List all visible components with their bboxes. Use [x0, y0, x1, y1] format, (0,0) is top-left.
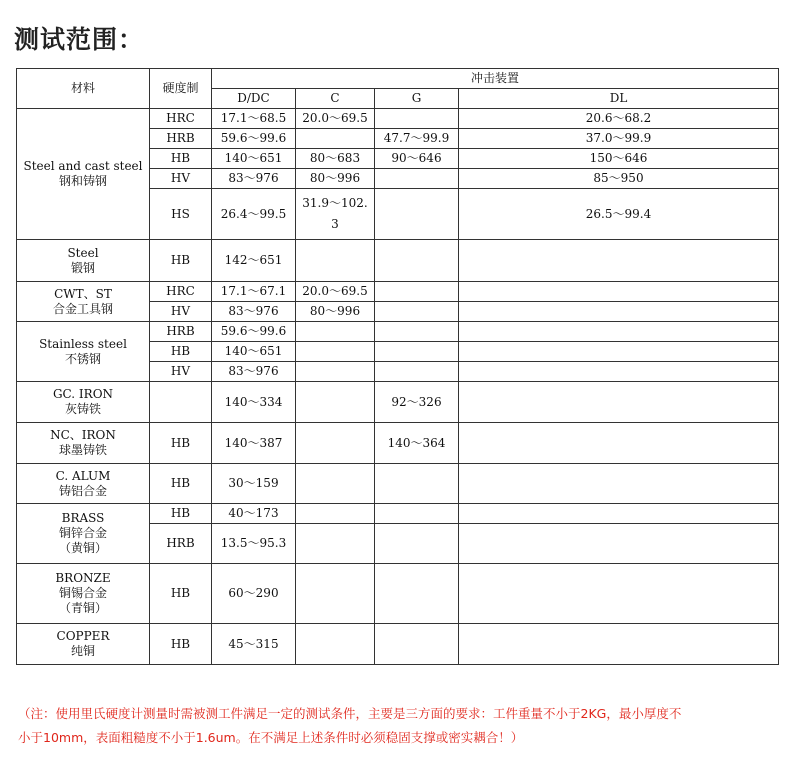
material-name-line: （黄铜）: [58, 541, 107, 555]
range-cell-g: [375, 109, 459, 129]
hardness-scale-cell: HB: [150, 504, 212, 524]
material-name-line: GC. IRON: [52, 387, 114, 401]
range-cell-c: 80～683: [296, 149, 375, 169]
range-cell-g: [375, 302, 459, 322]
range-cell-g: [375, 524, 459, 564]
material-name-line: 不锈钢: [64, 351, 101, 366]
range-cell-c: 31.9～102.3: [296, 189, 375, 240]
material-cell: [17, 564, 150, 624]
range-cell-g: [375, 342, 459, 362]
material-name-line: 铸铝合金: [58, 483, 107, 498]
range-cell-c: [296, 624, 375, 665]
range-cell-c: [296, 342, 375, 362]
hardness-scale-cell: HB: [150, 240, 212, 282]
note-text: [18, 702, 778, 750]
material-name-line: CWT、ST: [54, 286, 112, 301]
range-cell-d-dc: 30～159: [212, 464, 296, 504]
range-cell-c: 80～996: [296, 302, 375, 322]
range-cell-c: [296, 240, 375, 282]
hardness-scale-cell: HV: [150, 362, 212, 382]
material-name-line: （青铜）: [58, 601, 107, 615]
range-cell-d-dc: 40～173: [212, 504, 296, 524]
material-cell: [17, 322, 150, 382]
hardness-scale-cell: HRB: [150, 524, 212, 564]
header-device-dl: DL: [459, 89, 779, 109]
range-cell-c: [296, 564, 375, 624]
table-row: [17, 564, 779, 624]
range-cell-c: [296, 129, 375, 149]
hardness-scale-cell: HV: [150, 302, 212, 322]
table-row: [17, 423, 779, 464]
range-cell-dl: [459, 624, 779, 665]
material-cell: [17, 240, 150, 282]
material-name-line: 合金工具钢: [52, 301, 113, 316]
range-cell-g: [375, 624, 459, 665]
range-cell-d-dc: 17.1～67.1: [212, 282, 296, 302]
hardness-scale-cell: [150, 382, 212, 423]
material-name-line: BRASS: [61, 511, 105, 525]
range-cell-d-dc: 142～651: [212, 240, 296, 282]
material-name-line: Stainless steel: [39, 336, 127, 351]
table-row: [17, 624, 779, 665]
material-name-line: NC、IRON: [50, 428, 116, 442]
range-cell-c: 80～996: [296, 169, 375, 189]
range-cell-dl: [459, 524, 779, 564]
table-row: [17, 322, 779, 342]
range-cell-g: 47.7～99.9: [375, 129, 459, 149]
material-name-line: 球墨铸铁: [58, 443, 107, 457]
header-device-d-dc: D/DC: [212, 89, 296, 109]
range-cell-g: [375, 322, 459, 342]
header-hardness-scale: 硬度制: [150, 69, 212, 109]
hardness-scale-cell: HB: [150, 149, 212, 169]
range-cell-dl: [459, 240, 779, 282]
range-cell-d-dc: 45～315: [212, 624, 296, 665]
header-device-g: G: [375, 89, 459, 109]
range-cell-d-dc: 140～387: [212, 423, 296, 464]
range-cell-dl: [459, 362, 779, 382]
table-body: [17, 109, 779, 665]
table-row: [17, 109, 779, 129]
range-cell-dl: 26.5～99.4: [459, 189, 779, 240]
material-cell: [17, 382, 150, 423]
range-cell-d-dc: 60～290: [212, 564, 296, 624]
range-cell-g: [375, 504, 459, 524]
material-name-line: 纯铜: [70, 644, 95, 658]
hardness-scale-cell: HRC: [150, 109, 212, 129]
range-cell-dl: [459, 464, 779, 504]
material-cell: [17, 282, 150, 322]
range-cell-dl: 150～646: [459, 149, 779, 169]
table-row: [17, 382, 779, 423]
range-cell-dl: [459, 504, 779, 524]
range-cell-g: 140～364: [375, 423, 459, 464]
range-cell-dl: 85～950: [459, 169, 779, 189]
range-cell-dl: [459, 302, 779, 322]
material-name-line: 铜锡合金: [58, 586, 107, 600]
table-row: [17, 282, 779, 302]
range-cell-c: [296, 322, 375, 342]
range-cell-d-dc: 83～976: [212, 302, 296, 322]
range-cell-c: [296, 382, 375, 423]
range-cell-c: [296, 423, 375, 464]
note-line-1: （注：使用里氏硬度计测量时需被测工件满足一定的测试条件，主要是三方面的要求：工件重量不小于2KG，最小厚度不: [18, 706, 682, 721]
range-cell-d-dc: 59.6～99.6: [212, 322, 296, 342]
hardness-scale-cell: HB: [150, 342, 212, 362]
range-cell-g: [375, 240, 459, 282]
hardness-scale-cell: HRB: [150, 129, 212, 149]
range-cell-g: 92～326: [375, 382, 459, 423]
range-cell-c: 20.0～69.5: [296, 282, 375, 302]
range-cell-dl: [459, 382, 779, 423]
range-cell-c: [296, 524, 375, 564]
material-name-line: 铜锌合金: [58, 526, 107, 540]
table-row: [17, 464, 779, 504]
range-cell-dl: [459, 342, 779, 362]
page-title: 测试范围：: [14, 25, 145, 54]
range-cell-c: 20.0～69.5: [296, 109, 375, 129]
range-cell-dl: [459, 564, 779, 624]
material-name-line: C. ALUM: [55, 468, 111, 483]
material-cell: [17, 624, 150, 665]
range-cell-g: [375, 282, 459, 302]
table-row: [17, 240, 779, 282]
test-range-table: [16, 68, 779, 665]
range-cell-d-dc: 140～651: [212, 149, 296, 169]
range-cell-d-dc: 140～651: [212, 342, 296, 362]
range-cell-d-dc: 26.4～99.5: [212, 189, 296, 240]
header-material: 材料: [17, 69, 150, 109]
range-cell-d-dc: 17.1～68.5: [212, 109, 296, 129]
range-cell-dl: 37.0～99.9: [459, 129, 779, 149]
hardness-scale-cell: HV: [150, 169, 212, 189]
range-cell-c: [296, 464, 375, 504]
material-cell: [17, 423, 150, 464]
range-cell-dl: [459, 423, 779, 464]
range-cell-d-dc: 83～976: [212, 169, 296, 189]
material-cell: [17, 504, 150, 564]
range-cell-dl: 20.6～68.2: [459, 109, 779, 129]
range-cell-dl: [459, 322, 779, 342]
material-name-line: Steel and cast steel: [23, 159, 143, 173]
range-cell-d-dc: 140～334: [212, 382, 296, 423]
material-name-line: 锻钢: [70, 260, 95, 275]
hardness-scale-cell: HB: [150, 464, 212, 504]
range-cell-c: [296, 504, 375, 524]
header-impact-device: 冲击装置: [212, 69, 779, 89]
material-cell: [17, 109, 150, 240]
hardness-scale-cell: HB: [150, 624, 212, 665]
material-name-line: 钢和铸钢: [58, 174, 107, 188]
range-cell-c: [296, 362, 375, 382]
material-name-line: 灰铸铁: [64, 402, 101, 416]
range-cell-d-dc: 59.6～99.6: [212, 129, 296, 149]
hardness-scale-cell: HB: [150, 423, 212, 464]
material-cell: [17, 464, 150, 504]
material-name-line: BRONZE: [55, 571, 111, 585]
range-cell-dl: [459, 282, 779, 302]
table-row: [17, 504, 779, 524]
range-cell-d-dc: 83～976: [212, 362, 296, 382]
material-name-line: Steel: [67, 245, 99, 260]
hardness-scale-cell: HB: [150, 564, 212, 624]
range-cell-g: 90～646: [375, 149, 459, 169]
range-cell-g: [375, 564, 459, 624]
range-cell-g: [375, 189, 459, 240]
hardness-scale-cell: HRC: [150, 282, 212, 302]
range-cell-g: [375, 464, 459, 504]
range-cell-g: [375, 362, 459, 382]
note-line-2: 小于10mm，表面粗糙度不小于1.6um。在不满足上述条件时必须稳固支撑或密实耦合！）: [18, 730, 524, 745]
material-name-line: COPPER: [56, 629, 110, 643]
header-device-c: C: [296, 89, 375, 109]
range-cell-g: [375, 169, 459, 189]
hardness-scale-cell: HRB: [150, 322, 212, 342]
range-cell-d-dc: 13.5～95.3: [212, 524, 296, 564]
hardness-scale-cell: HS: [150, 189, 212, 240]
